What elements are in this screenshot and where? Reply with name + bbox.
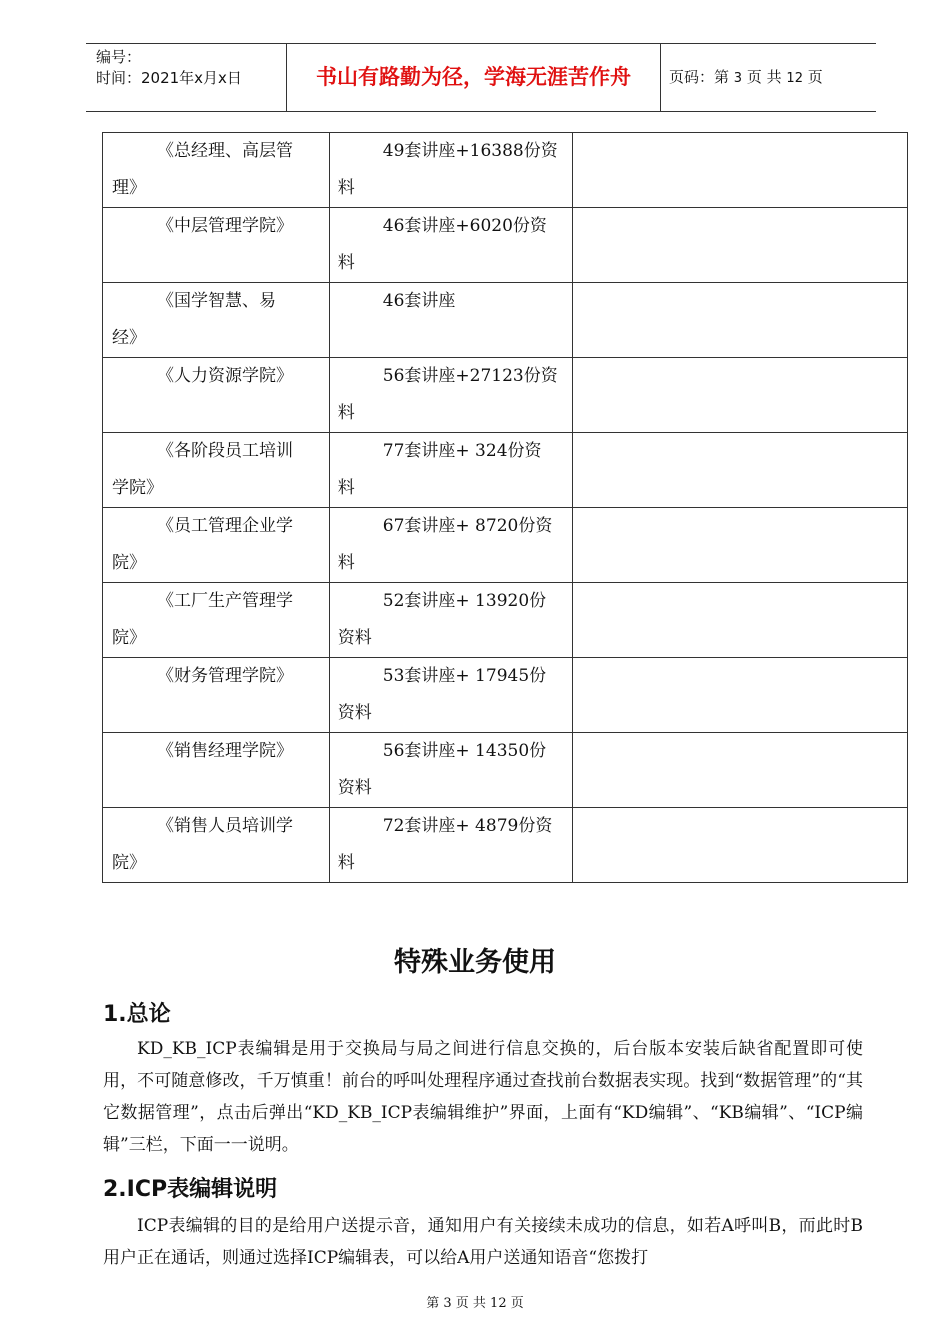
empty-cell bbox=[572, 433, 907, 508]
empty-cell bbox=[572, 208, 907, 283]
course-name-cell bbox=[103, 283, 330, 358]
course-name-line1: 《财务管理学院》 bbox=[157, 666, 293, 686]
course-content-line1: 56套讲座+27123份资 bbox=[382, 366, 558, 386]
table-row bbox=[103, 658, 908, 733]
course-content-line2: 料 bbox=[337, 853, 355, 873]
course-content-cell bbox=[329, 433, 572, 508]
table-row bbox=[103, 583, 908, 658]
course-content-line2: 料 bbox=[337, 253, 355, 273]
course-content-line1: 53套讲座+ 17945份 bbox=[382, 666, 547, 686]
empty-cell bbox=[572, 733, 907, 808]
course-name-cell bbox=[103, 658, 330, 733]
course-content-line2: 料 bbox=[337, 403, 355, 423]
course-table-body bbox=[103, 133, 908, 883]
course-content-cell bbox=[329, 583, 572, 658]
empty-cell bbox=[572, 658, 907, 733]
course-name-line1: 《中层管理学院》 bbox=[157, 216, 293, 236]
course-content-cell bbox=[329, 358, 572, 433]
table-row bbox=[103, 208, 908, 283]
time-label: 时间：2021年x月x日 bbox=[96, 69, 242, 87]
table-row bbox=[103, 733, 908, 808]
empty-cell bbox=[572, 508, 907, 583]
page-prefix: 页码：第 bbox=[669, 68, 730, 86]
course-content-line2: 料 bbox=[337, 478, 355, 498]
table-row bbox=[103, 133, 908, 208]
page-footer: 第 3 页 共 12 页 bbox=[426, 1296, 524, 1311]
course-name-cell bbox=[103, 808, 330, 883]
page-mid: 页 共 bbox=[746, 68, 782, 86]
course-content-line2: 资料 bbox=[337, 628, 372, 648]
course-content-cell bbox=[329, 808, 572, 883]
course-content-line1: 46套讲座+6020份资 bbox=[382, 216, 547, 236]
course-content-line1: 67套讲座+ 8720份资 bbox=[382, 516, 553, 536]
page-header bbox=[86, 43, 876, 112]
course-content-line2: 料 bbox=[337, 178, 355, 198]
course-content-cell bbox=[329, 283, 572, 358]
course-content-line1: 56套讲座+ 14350份 bbox=[382, 741, 547, 761]
course-content-line1: 52套讲座+ 13920份 bbox=[382, 591, 547, 611]
course-name-line1: 《国学智慧、易 bbox=[157, 291, 276, 311]
course-name-cell bbox=[103, 358, 330, 433]
course-content-line1: 46套讲座 bbox=[382, 291, 456, 311]
course-name-line1: 《销售人员培训学 bbox=[157, 816, 293, 836]
course-content-cell bbox=[329, 133, 572, 208]
section-1-text: KD_KB_ICP表编辑是用于交换局与局之间进行信息交换的，后台版本安装后缺省配置即可使用，不可随意修改，千万慎重！前台的呼叫处理程序通过查找前台数据表实现。找到“数据管理”的“其它数据管理”，点击后弹出“KD_KB_ICP表编辑维护”界面，上面有“KD编辑”、“KB编辑”、“ICP编辑”三栏，下面一一说明。 bbox=[103, 1039, 863, 1155]
course-name-line1: 《工厂生产管理学 bbox=[157, 591, 293, 611]
page-suffix: 页 bbox=[807, 68, 823, 86]
section-1-heading: 1.总论 bbox=[103, 1002, 171, 1027]
course-name-cell bbox=[103, 508, 330, 583]
course-name-cell bbox=[103, 583, 330, 658]
header-page-info bbox=[661, 44, 876, 111]
course-name-line2: 学院》 bbox=[112, 478, 163, 498]
page-number: 3 bbox=[733, 71, 743, 86]
course-name-line2: 经》 bbox=[112, 328, 146, 348]
header-motto: 书山有路勤为径，学海无涯苦作舟 bbox=[287, 44, 661, 111]
course-content-cell bbox=[329, 508, 572, 583]
section-2-heading: 2.ICP表编辑说明 bbox=[103, 1177, 278, 1202]
table-row bbox=[103, 508, 908, 583]
course-content-line1: 72套讲座+ 4879份资 bbox=[382, 816, 553, 836]
course-name-cell bbox=[103, 208, 330, 283]
course-name-cell bbox=[103, 433, 330, 508]
course-name-cell bbox=[103, 133, 330, 208]
course-content-line1: 77套讲座+ 324份资 bbox=[382, 441, 542, 461]
course-name-cell bbox=[103, 733, 330, 808]
empty-cell bbox=[572, 583, 907, 658]
course-name-line2: 理》 bbox=[112, 178, 146, 198]
course-name-line2: 院》 bbox=[112, 553, 146, 573]
course-name-line1: 《销售经理学院》 bbox=[157, 741, 293, 761]
course-name-line1: 《员工管理企业学 bbox=[157, 516, 293, 536]
course-content-line1: 49套讲座+16388份资 bbox=[382, 141, 558, 161]
table-row bbox=[103, 358, 908, 433]
course-name-line2: 院》 bbox=[112, 628, 146, 648]
course-content-line2: 资料 bbox=[337, 703, 372, 723]
course-name-line2: 院》 bbox=[112, 853, 146, 873]
section-title: 特殊业务使用 bbox=[394, 947, 556, 978]
table-row bbox=[103, 283, 908, 358]
section-2-text: ICP表编辑的目的是给用户送提示音，通知用户有关接续未成功的信息，如若A呼叫B，而此时B用户正在通话，则通过选择ICP编辑表，可以给A用户送通知语音“您拨打 bbox=[103, 1216, 863, 1268]
header-meta bbox=[86, 44, 287, 111]
course-content-cell bbox=[329, 733, 572, 808]
course-table bbox=[102, 132, 908, 883]
course-name-line1: 《总经理、高层管 bbox=[157, 141, 293, 161]
section-1-paragraph bbox=[103, 1033, 863, 1161]
course-content-line2: 资料 bbox=[337, 778, 372, 798]
course-content-cell bbox=[329, 658, 572, 733]
empty-cell bbox=[572, 133, 907, 208]
course-name-line1: 《各阶段员工培训 bbox=[157, 441, 293, 461]
course-content-line2: 料 bbox=[337, 553, 355, 573]
course-content-cell bbox=[329, 208, 572, 283]
page-total: 12 bbox=[786, 71, 803, 86]
section-2-paragraph bbox=[103, 1210, 863, 1274]
table-row bbox=[103, 808, 908, 883]
empty-cell bbox=[572, 283, 907, 358]
empty-cell bbox=[572, 358, 907, 433]
number-label: 编号： bbox=[96, 48, 142, 66]
course-name-line1: 《人力资源学院》 bbox=[157, 366, 293, 386]
table-row bbox=[103, 433, 908, 508]
empty-cell bbox=[572, 808, 907, 883]
